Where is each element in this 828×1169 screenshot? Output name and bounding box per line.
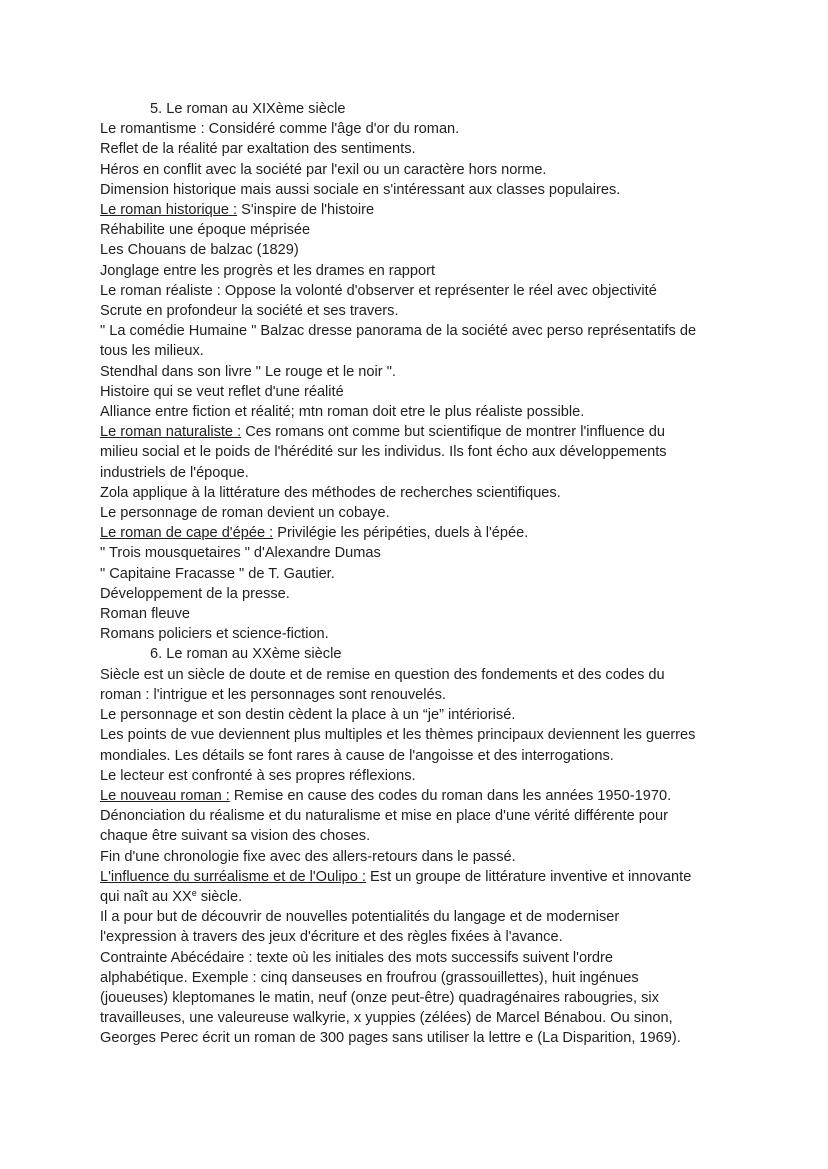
text-line <box>100 281 790 301</box>
line-text: Le personnage et son destin cèdent la place à un “je” intériorisé. <box>100 707 516 724</box>
line-text: Les points de vue deviennent plus multiples et les thèmes principaux deviennent les guerres <box>100 727 696 744</box>
text-line <box>100 362 790 382</box>
line-text: Ces romans ont comme but scientifique de montrer l'influence du <box>241 424 665 441</box>
line-text: (joueuses) kleptomanes le matin, neuf (onze peut-être) quadragénaires rabougries, six <box>100 989 659 1006</box>
line-text: 5. Le roman au XIXème siècle <box>150 101 346 117</box>
text-line <box>100 220 790 240</box>
line-text: Il a pour but de découvrir de nouvelles potentialités du langage et de moderniser <box>100 909 620 926</box>
underlined-subheading: Le roman de cape d'épée : <box>100 525 274 542</box>
text-line <box>100 200 790 220</box>
text-line <box>100 988 790 1008</box>
text-line <box>100 463 790 483</box>
line-text: Scrute en profondeur la société et ses travers. <box>100 303 399 320</box>
line-text: Le roman réaliste : Oppose la volonté d'observer et représenter le réel avec objectivité <box>100 282 657 299</box>
line-text: Dénonciation du réalisme et du naturalisme et mise en place d'une vérité différente pour <box>100 808 668 825</box>
line-text: Histoire qui se veut reflet d'une réalité <box>100 383 344 400</box>
text-line <box>100 321 790 341</box>
line-text: Le lecteur est confronté à ses propres réflexions. <box>100 767 416 784</box>
text-line <box>100 301 790 321</box>
line-text: Zola applique à la littérature des méthodes de recherches scientifiques. <box>100 484 561 501</box>
text-line <box>100 180 790 200</box>
line-text: chaque être suivant sa vision des choses. <box>100 828 371 845</box>
underlined-subheading: L'influence du surréalisme et de l'Oulipo : <box>100 868 366 885</box>
line-text: tous les milieux. <box>100 343 204 360</box>
line-text: S'inspire de l'histoire <box>237 202 375 219</box>
line-text: Alliance entre fiction et réalité; mtn roman doit etre le plus réaliste possible. <box>100 404 585 421</box>
line-text: Dimension historique mais aussi sociale en s'intéressant aux classes populaires. <box>100 181 621 198</box>
line-text: Les Chouans de balzac (1829) <box>100 242 299 259</box>
line-text: 6. Le roman au XXème siècle <box>150 646 342 663</box>
line-text: Réhabilite une époque méprisée <box>100 222 311 239</box>
line-text: Remise en cause des codes du roman dans les années 1950-1970. <box>229 787 672 804</box>
text-line <box>100 139 790 159</box>
section-heading <box>100 644 790 664</box>
text-line <box>100 847 790 867</box>
text-line <box>100 705 790 725</box>
line-text: Développement de la presse. <box>100 585 290 602</box>
text-line <box>100 564 790 584</box>
underlined-subheading: Le roman naturaliste : <box>100 424 242 441</box>
text-line <box>100 402 790 422</box>
text-line <box>100 503 790 523</box>
line-text: Georges Perec écrit un roman de 300 pages sans utiliser la lettre e (La Disparition, 1969). <box>100 1030 681 1047</box>
line-text: " La comédie Humaine " Balzac dresse panorama de la société avec perso représentatifs de <box>100 323 697 340</box>
text-line <box>100 907 790 927</box>
text-line <box>100 160 790 180</box>
line-text: " Capitaine Fracasse " de T. Gautier. <box>100 565 335 582</box>
text-line <box>100 826 790 846</box>
text-line <box>100 806 790 826</box>
superscript: e <box>191 887 197 898</box>
text-line <box>100 786 790 806</box>
line-text: roman : l'intrigue et les personnages sont renouvelés. <box>100 686 446 703</box>
text-line <box>100 119 790 139</box>
underlined-subheading: Le nouveau roman : <box>100 787 230 804</box>
section-heading <box>100 99 790 119</box>
line-text: Reflet de la réalité par exaltation des sentiments. <box>100 141 416 158</box>
line-text: Est un groupe de littérature inventive et innovante <box>365 868 692 885</box>
line-text: Privilégie les péripéties, duels à l'épée. <box>273 525 529 542</box>
text-line <box>100 584 790 604</box>
text-line <box>100 341 790 361</box>
text-line <box>100 927 790 947</box>
line-text-continued: siècle. <box>196 888 243 905</box>
text-line <box>100 685 790 705</box>
text-line <box>100 867 790 887</box>
line-text: l'expression à travers des jeux d'écriture et des règles fixées à l'avance. <box>100 929 563 946</box>
line-text: Fin d'une chronologie fixe avec des allers-retours dans le passé. <box>100 848 516 865</box>
text-line <box>100 523 790 543</box>
text-line <box>100 261 790 281</box>
document-body <box>100 99 790 1049</box>
text-line <box>100 483 790 503</box>
text-line <box>100 624 790 644</box>
underlined-subheading: Le roman historique : <box>100 202 238 219</box>
text-line <box>100 665 790 685</box>
text-line <box>100 604 790 624</box>
line-text: milieu social et le poids de l'hérédité sur les individus. Ils font écho aux développements <box>100 444 667 461</box>
line-text: Contrainte Abécédaire : texte où les initiales des mots successifs suivent l'ordre <box>100 949 614 966</box>
text-line <box>100 725 790 745</box>
line-text: industriels de l'époque. <box>100 464 249 481</box>
text-line <box>100 1028 790 1048</box>
text-line <box>100 422 790 442</box>
line-text: Le romantisme : Considéré comme l'âge d'or du roman. <box>100 121 460 138</box>
text-line <box>100 746 790 766</box>
line-text: Le personnage de roman devient un cobaye. <box>100 505 390 522</box>
line-text: mondiales. Les détails se font rares à cause de l'angoisse et des interrogations. <box>100 747 614 764</box>
line-text: " Trois mousquetaires " d'Alexandre Dumas <box>100 545 381 562</box>
text-line <box>100 948 790 968</box>
text-line <box>100 442 790 462</box>
line-text: Siècle est un siècle de doute et de remise en question des fondements et des codes du <box>100 666 665 683</box>
line-text: Roman fleuve <box>100 606 191 623</box>
text-line <box>100 240 790 260</box>
line-text: Héros en conflit avec la société par l'exil ou un caractère hors norme. <box>100 161 547 178</box>
text-line <box>100 766 790 786</box>
text-line <box>100 543 790 563</box>
line-text: qui naît au XX <box>100 888 192 905</box>
text-line <box>100 887 790 907</box>
line-text: Jonglage entre les progrès et les drames en rapport <box>100 262 436 279</box>
text-line <box>100 382 790 402</box>
text-line <box>100 1008 790 1028</box>
line-text: alphabétique. Exemple : cinq danseuses en froufrou (grassouillettes), huit ingénues <box>100 969 639 986</box>
line-text: travailleuses, une valeureuse walkyrie, x yuppies (zélées) de Marcel Bénabou. Ou sinon, <box>100 1010 673 1027</box>
text-line <box>100 968 790 988</box>
line-text: Romans policiers et science-fiction. <box>100 626 329 643</box>
line-text: Stendhal dans son livre " Le rouge et le noir ". <box>100 363 396 380</box>
